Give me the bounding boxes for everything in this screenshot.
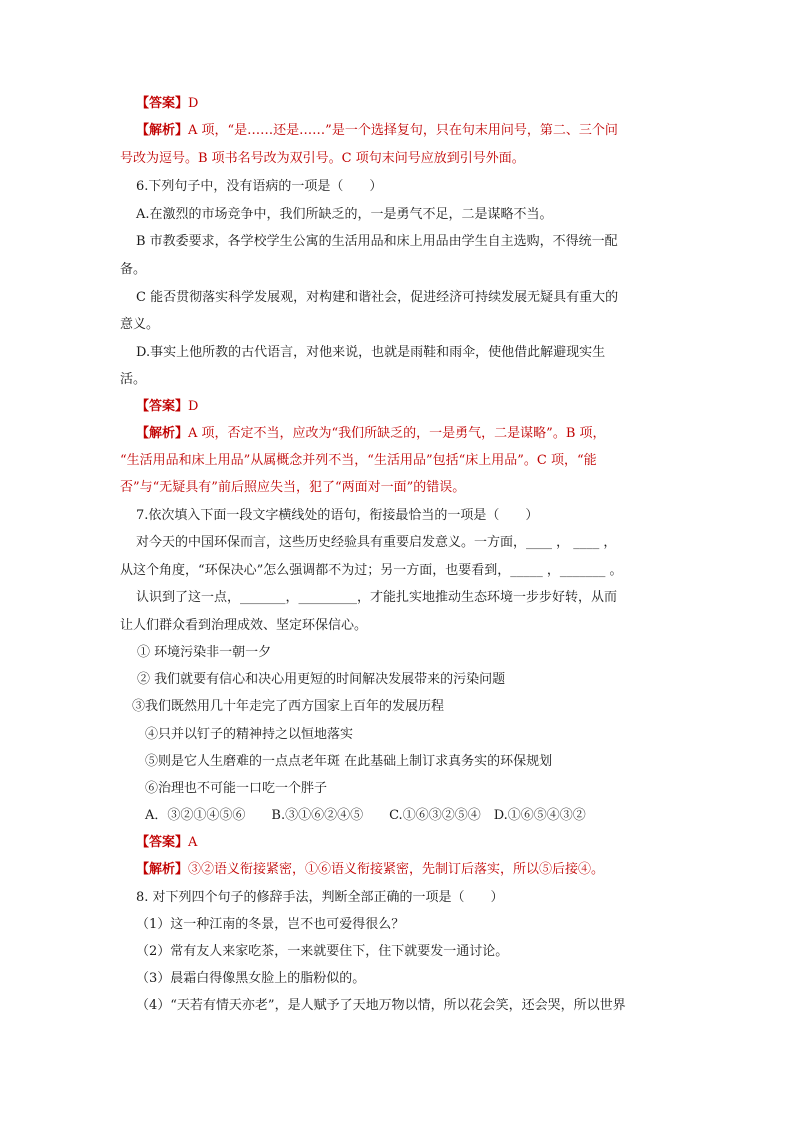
analysis-text: ③②语义衔接紧密，①⑥语义衔接紧密，先制订后落实，所以⑤后接④。 bbox=[188, 862, 605, 877]
q7-item-2: ② 我们就要有信心和决心用更短的时间解决发展带来的污染问题 bbox=[137, 672, 506, 687]
analysis-tag: 【解析】 bbox=[136, 426, 189, 441]
answer-tag: 【答案】 bbox=[136, 96, 189, 111]
answer-tag: 【答案】 bbox=[136, 835, 189, 850]
q6-option-b-cont: 备。 bbox=[120, 262, 147, 277]
q7-analysis bbox=[136, 861, 604, 879]
q8-sentence-4: （4）“天若有情天亦老”，是人赋予了天地万物以情，所以花会笑，还会哭，所以世界 bbox=[136, 998, 626, 1013]
q8-stem: 8. 对下列四个句子的修辞手法，判断全部正确的一项是（ ） bbox=[136, 890, 504, 905]
answer-value: D bbox=[188, 399, 199, 414]
q7-answer bbox=[136, 834, 197, 852]
q7-item-4: ④只并以钉子的精神持之以恒地落实 bbox=[145, 727, 354, 742]
q7-item-3: ③我们既然用几十年走完了西方国家上百年的发展历程 bbox=[132, 699, 445, 714]
q7-stem: 7.依次填入下面一段文字横线处的语句，衔接最恰当的一项是（ ） bbox=[136, 508, 539, 523]
q6-option-a: A.在激烈的市场竞争中，我们所缺乏的，一是勇气不足，二是谋略不当。 bbox=[136, 207, 553, 222]
q6-option-c-cont: 意义。 bbox=[120, 317, 160, 332]
q7-passage-cont2: 认识到了这一点，_______，_________，才能扎实地推动生态环境一步步好转，从而 bbox=[136, 590, 618, 605]
q6-answer bbox=[136, 398, 198, 416]
q6-option-c: C 能否贯彻落实科学发展观，对构建和谐社会，促进经济可持续发展无疑具有重大的 bbox=[136, 290, 619, 305]
analysis-tag: 【解析】 bbox=[136, 123, 189, 138]
q8-sentence-1: （1）这一种江南的冬景，岂不也可爱得很么？ bbox=[136, 917, 405, 932]
q8-sentence-3: （3）晨霜白得像黑女脸上的脂粉似的。 bbox=[136, 971, 366, 986]
answer-value: A bbox=[188, 835, 198, 850]
q5-answer bbox=[136, 95, 198, 113]
q5-analysis-cont: 号改为逗号。B 项书名号改为双引号。C 项句末问号应放到引号外面。 bbox=[120, 151, 525, 166]
q6-analysis bbox=[136, 425, 606, 443]
q5-analysis bbox=[136, 122, 618, 140]
q7-passage-cont: 从这个角度，“环保决心”怎么强调都不为过；另一方面，也要看到，_____ ，_______ 。 bbox=[120, 563, 623, 578]
q7-passage: 对今天的中国环保而言，这些历史经验具有重要启发意义。一方面，____ ， ____ ， bbox=[136, 535, 617, 550]
analysis-tag: 【解析】 bbox=[136, 862, 189, 877]
q7-passage-cont3: 让人们群众看到治理成效、坚定环保信心。 bbox=[120, 618, 368, 633]
q6-analysis-cont: “生活用品和床上用品”从属概念并列不当，“生活用品”包括“床上用品”。C 项，“能 bbox=[120, 453, 597, 468]
q6-option-b: B 市教委要求，各学校学生公寓的生活用品和床上用品由学生自主选购，不得统一配 bbox=[136, 234, 618, 249]
q6-option-d-cont: 活。 bbox=[120, 372, 147, 387]
answer-tag: 【答案】 bbox=[136, 399, 189, 414]
q7-item-5: ⑤则是它人生磨难的一点点老年斑 在此基础上制订求真务实的环保规划 bbox=[145, 754, 553, 769]
q6-stem: 6.下列句子中，没有语病的一项是（ ） bbox=[136, 179, 383, 194]
analysis-text: A 项，“是……还是……”是一个选择复句，只在句末用问号，第二、三个问 bbox=[188, 123, 618, 138]
q7-item-6: ⑥治理也不可能一口吃一个胖子 bbox=[145, 781, 328, 796]
q7-options: A．③②①④⑤⑥ B.③①⑥②④⑤ C.①⑥③②⑤④ D.①⑥⑤④③② bbox=[145, 808, 586, 823]
q7-item-1: ① 环境污染非一朝一夕 bbox=[137, 645, 272, 660]
q8-sentence-2: （2）常有友人来家吃茶，一来就要住下，住下就要发一通讨论。 bbox=[136, 944, 509, 959]
q6-analysis-cont2: 否”与“无疑具有”前后照应失当，犯了“两面对一面”的错误。 bbox=[120, 480, 466, 495]
q6-option-d: D.事实上他所教的古代语言，对他来说，也就是雨鞋和雨伞，使他借此解避现实生 bbox=[136, 345, 606, 360]
analysis-text: A 项，否定不当，应改为“我们所缺乏的，一是勇气，二是谋略”。B 项， bbox=[188, 426, 606, 441]
answer-value: D bbox=[188, 96, 199, 111]
